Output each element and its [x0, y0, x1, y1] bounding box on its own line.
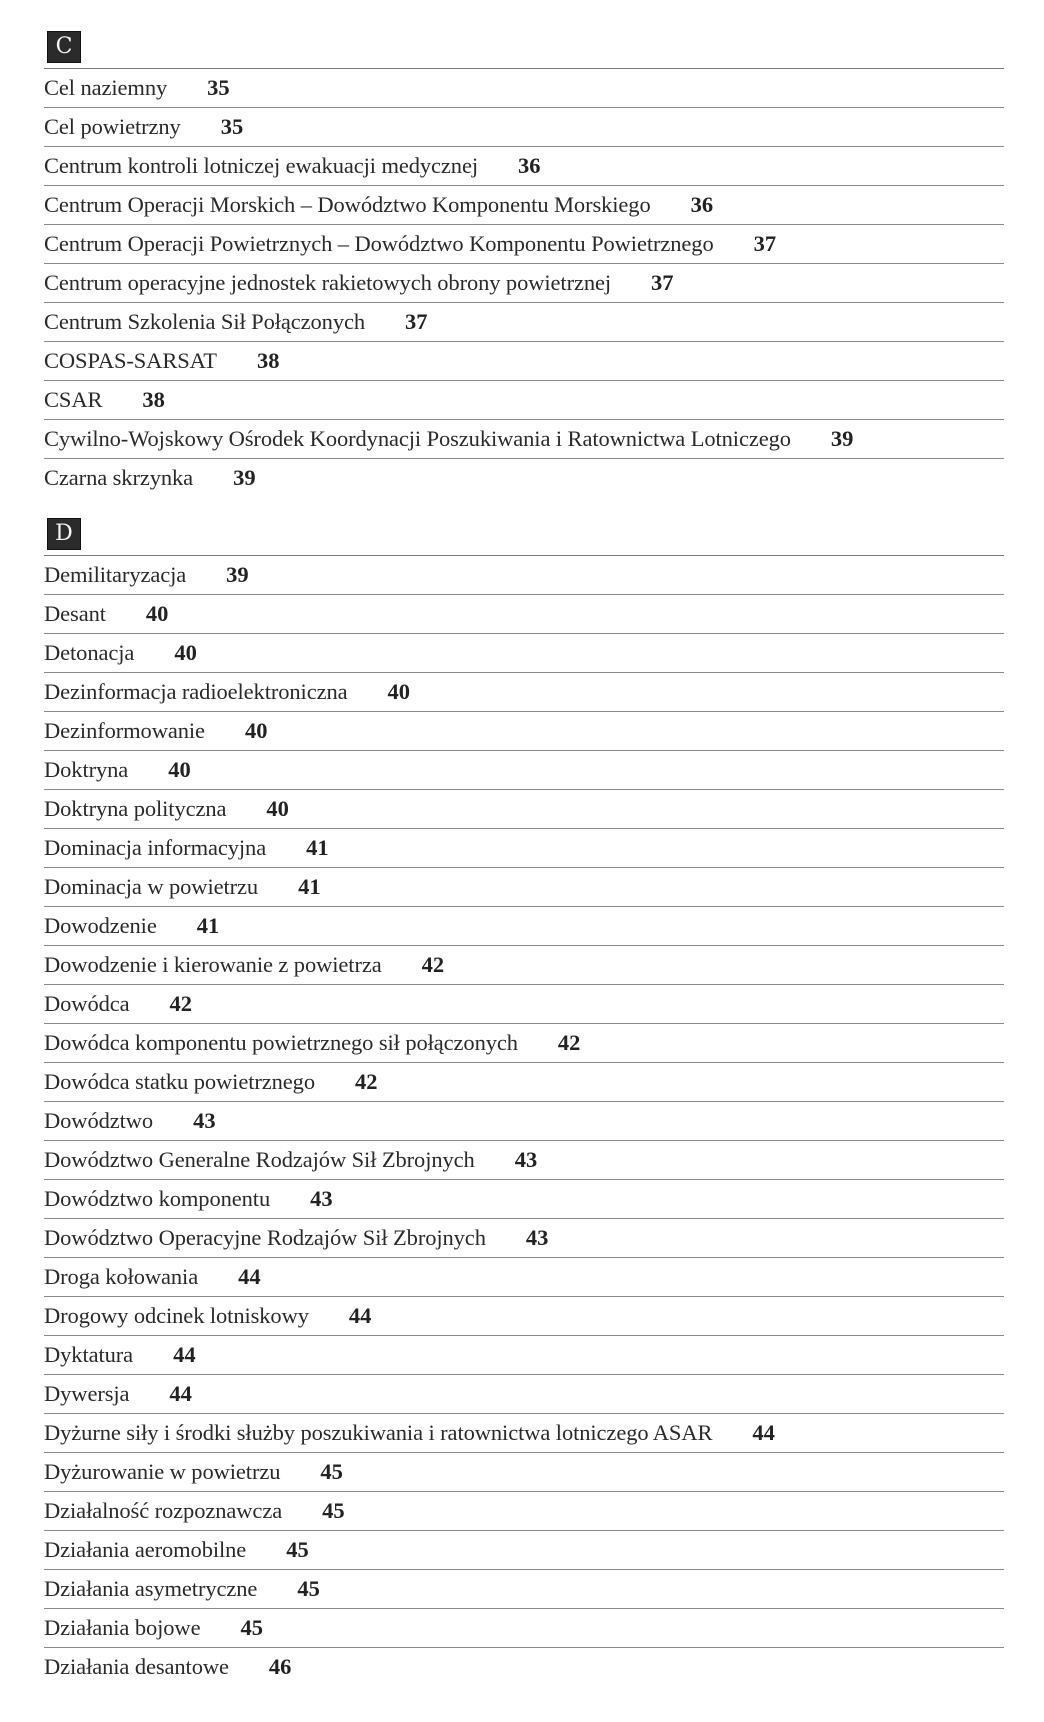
- index-entry: [44, 1453, 1004, 1492]
- entry-page-number: 43: [514, 1147, 538, 1172]
- entry-term: Demilitaryzacja: [44, 562, 187, 587]
- index-entry: [44, 381, 1004, 420]
- entry-page-number: 37: [651, 270, 674, 295]
- section-header-c: [44, 28, 1004, 69]
- entry-term: Centrum operacyjne jednostek rakietowych obrony powietrznej: [44, 270, 612, 295]
- entry-term: Dowódca statku powietrznego: [44, 1069, 315, 1094]
- index-entry: [44, 712, 1004, 751]
- index-entry: [44, 225, 1004, 264]
- entry-term: Dezinformowanie: [44, 718, 205, 743]
- entry-page-number: 46: [268, 1654, 292, 1679]
- entry-term: Dyżurne siły i środki służby poszukiwania i ratownictwa lotniczego ASAR: [44, 1420, 713, 1445]
- entry-page-number: 36: [518, 153, 541, 178]
- entry-term: Dowództwo Operacyjne Rodzajów Sił Zbrojnych: [44, 1225, 486, 1250]
- index-entry: [44, 1648, 1004, 1686]
- index-entry: [44, 1297, 1004, 1336]
- entry-term: Dowodzenie i kierowanie z powietrza: [44, 952, 382, 977]
- entry-page-number: 40: [174, 640, 197, 665]
- entries-list-c: [44, 69, 1004, 497]
- entry-term: Desant: [44, 601, 106, 626]
- entry-term: Działania bojowe: [44, 1615, 201, 1640]
- entry-term: Drogowy odcinek lotniskowy: [44, 1303, 309, 1328]
- entry-page-number: 39: [233, 465, 256, 490]
- entry-page-number: 41: [306, 835, 329, 860]
- entry-term: Centrum Szkolenia Sił Połączonych: [44, 309, 366, 334]
- entry-term: Doktryna: [44, 757, 129, 782]
- entry-term: Centrum Operacji Powietrznych – Dowództwo Komponentu Powietrznego: [44, 231, 714, 256]
- entry-page-number: 43: [193, 1108, 216, 1133]
- index-entry: [44, 556, 1004, 595]
- index-entry: [44, 1492, 1004, 1531]
- entry-term: Dywersja: [44, 1381, 130, 1406]
- index-section-d: [44, 515, 1004, 1686]
- entry-page-number: 38: [256, 348, 280, 373]
- entry-term: Dominacja informacyjna: [44, 835, 267, 860]
- section-letter-d: D: [47, 518, 81, 550]
- entry-term: Dowodzenie: [44, 913, 157, 938]
- entry-term: Dyżurowanie w powietrzu: [44, 1459, 281, 1484]
- index-entry: [44, 1219, 1004, 1258]
- entry-page-number: 45: [286, 1537, 309, 1562]
- entry-page-number: 38: [142, 387, 165, 412]
- entry-page-number: 42: [421, 952, 445, 977]
- entry-term: Dowódca komponentu powietrznego sił połączonych: [44, 1030, 518, 1055]
- index-entry: [44, 459, 1004, 497]
- entry-page-number: 42: [557, 1030, 581, 1055]
- entry-page-number: 35: [220, 114, 244, 139]
- index-entry: [44, 1336, 1004, 1375]
- entry-page-number: 39: [830, 426, 854, 451]
- index-entry: [44, 673, 1004, 712]
- index-entry: [44, 595, 1004, 634]
- entry-term: Cywilno-Wojskowy Ośrodek Koordynacji Poszukiwania i Ratownictwa Lotniczego: [44, 426, 791, 451]
- index-entry: [44, 1141, 1004, 1180]
- entry-page-number: 40: [244, 718, 268, 743]
- entry-page-number: 37: [753, 231, 777, 256]
- entry-page-number: 40: [145, 601, 169, 626]
- index-entry: [44, 1609, 1004, 1648]
- index-entry: [44, 147, 1004, 186]
- index-entry: [44, 907, 1004, 946]
- entry-term: Centrum kontroli lotniczej ewakuacji medycznej: [44, 153, 478, 178]
- index-entry: [44, 946, 1004, 985]
- entry-term: Dowódca: [44, 991, 130, 1016]
- entry-page-number: 45: [297, 1576, 320, 1601]
- entry-term: Działania asymetryczne: [44, 1576, 258, 1601]
- entries-list-d: [44, 556, 1004, 1686]
- index-entry: [44, 868, 1004, 907]
- entry-page-number: 43: [310, 1186, 333, 1211]
- index-entry: [44, 1024, 1004, 1063]
- index-entry: [44, 790, 1004, 829]
- entry-page-number: 40: [266, 796, 289, 821]
- entry-page-number: 45: [322, 1498, 345, 1523]
- entry-page-number: 41: [196, 913, 220, 938]
- entry-page-number: 36: [690, 192, 714, 217]
- entry-term: Działania desantowe: [44, 1654, 229, 1679]
- entry-page-number: 39: [226, 562, 249, 587]
- index-entry: [44, 186, 1004, 225]
- entry-term: Dowództwo Generalne Rodzajów Sił Zbrojnych: [44, 1147, 475, 1172]
- entry-term: Cel naziemny: [44, 75, 168, 100]
- entry-page-number: 44: [173, 1342, 196, 1367]
- entry-term: Dezinformacja radioelektroniczna: [44, 679, 348, 704]
- entry-page-number: 44: [169, 1381, 192, 1406]
- entry-term: Cel powietrzny: [44, 114, 181, 139]
- entry-page-number: 35: [207, 75, 230, 100]
- index-entry: [44, 264, 1004, 303]
- index-entry: [44, 108, 1004, 147]
- entry-term: Dominacja w powietrzu: [44, 874, 259, 899]
- entry-page-number: 44: [238, 1264, 261, 1289]
- entry-term: Dowództwo: [44, 1108, 154, 1133]
- index-section-c: [44, 28, 1004, 497]
- entry-page-number: 44: [752, 1420, 775, 1445]
- index-entry: [44, 69, 1004, 108]
- index-entry: [44, 420, 1004, 459]
- section-header-d: [44, 515, 1004, 556]
- entry-page-number: 41: [298, 874, 321, 899]
- entry-term: Doktryna polityczna: [44, 796, 227, 821]
- section-letter-c: C: [47, 31, 81, 63]
- entry-page-number: 45: [320, 1459, 343, 1484]
- entry-term: Działalność rozpoznawcza: [44, 1498, 283, 1523]
- entry-term: Centrum Operacji Morskich – Dowództwo Komponentu Morskiego: [44, 192, 651, 217]
- entry-page-number: 44: [348, 1303, 372, 1328]
- index-entry: [44, 1102, 1004, 1141]
- index-entry: [44, 1258, 1004, 1297]
- index-page: [44, 28, 1004, 1690]
- entry-page-number: 40: [387, 679, 411, 704]
- index-entry: [44, 1531, 1004, 1570]
- index-entry: [44, 751, 1004, 790]
- index-entry: [44, 634, 1004, 673]
- entry-page-number: 40: [168, 757, 191, 782]
- entry-term: Działania aeromobilne: [44, 1537, 247, 1562]
- index-entry: [44, 829, 1004, 868]
- index-entry: [44, 985, 1004, 1024]
- entry-term: Dyktatura: [44, 1342, 134, 1367]
- index-entry: [44, 1180, 1004, 1219]
- index-entry: [44, 303, 1004, 342]
- entry-page-number: 43: [525, 1225, 549, 1250]
- entry-term: Dowództwo komponentu: [44, 1186, 271, 1211]
- index-entry: [44, 1414, 1004, 1453]
- entry-term: Czarna skrzynka: [44, 465, 194, 490]
- index-entry: [44, 1063, 1004, 1102]
- index-entry: [44, 1570, 1004, 1609]
- entry-page-number: 42: [354, 1069, 378, 1094]
- entry-page-number: 45: [240, 1615, 263, 1640]
- index-entry: [44, 1375, 1004, 1414]
- entry-page-number: 37: [405, 309, 428, 334]
- entry-term: CSAR: [44, 387, 103, 412]
- index-entry: [44, 342, 1004, 381]
- entry-term: Droga kołowania: [44, 1264, 199, 1289]
- entry-term: Detonacja: [44, 640, 135, 665]
- entry-page-number: 42: [169, 991, 193, 1016]
- entry-term: COSPAS-SARSAT: [44, 348, 217, 373]
